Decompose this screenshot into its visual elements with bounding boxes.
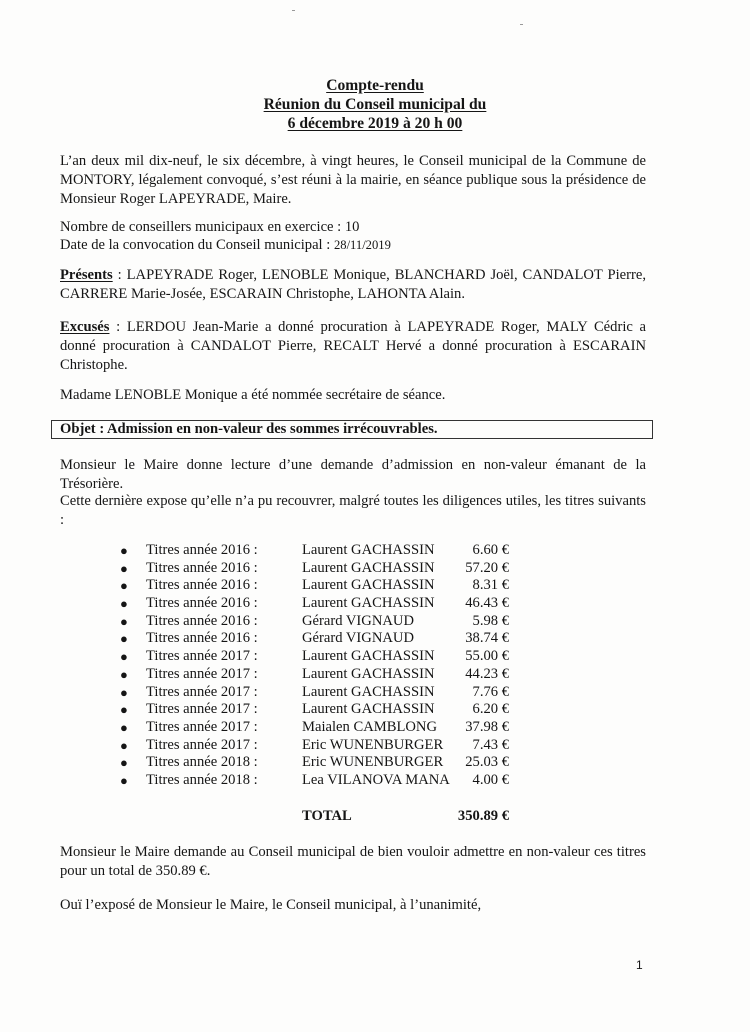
titre-amount: 8.31 € <box>472 577 509 594</box>
excuses-label: Excusés <box>60 319 110 335</box>
titre-amount: 6.20 € <box>472 701 509 718</box>
titre-name: Eric WUNENBURGER <box>302 736 444 753</box>
titre-amount: 46.43 € <box>465 595 509 612</box>
titre-amount: 6.60 € <box>472 542 509 558</box>
titre-name: Maialen CAMBLONG <box>302 718 437 735</box>
title-line-3: 6 décembre 2019 à 20 h 00 <box>287 115 463 132</box>
bullet-icon: ● <box>120 560 128 576</box>
convocation-label: Date de la convocation du Conseil municipal : <box>60 237 334 253</box>
bullet-icon: ● <box>120 755 128 771</box>
body-paragraph-3: Monsieur le Maire demande au Conseil municipal de bien vouloir admettre en non-valeur ces titres pour un total de 350.89 €. <box>60 844 646 879</box>
body-paragraph-4: Ouï l’exposé de Monsieur le Maire, le Conseil municipal, à l’unanimité, <box>60 897 482 913</box>
titre-label: Titres année 2016 : <box>146 577 258 594</box>
total-value: 350.89 € <box>457 808 509 824</box>
titre-name: Gérard VIGNAUD <box>302 630 414 647</box>
scan-speck <box>520 24 523 25</box>
bullet-icon: ● <box>120 631 128 647</box>
titre-label: Titres année 2018 : <box>146 771 258 788</box>
objet-box <box>51 420 653 439</box>
intro-paragraph: L’an deux mil dix-neuf, le six décembre, à vingt heures, le Conseil municipal de la Commune de MONTORY, légalement convoqué, s’est réuni à la mairie, en séance publique sous la présidence de Monsieur Roger LAPEYRADE, Maire. <box>60 153 646 207</box>
titre-label: Titres année 2017 : <box>146 683 258 700</box>
presents-text: : LAPEYRADE Roger, LENOBLE Monique, BLANCHARD Joël, CANDALOT Pierre, CARRERE Marie-Josée, ESCARAIN Christophe, LAHONTA Alain. <box>60 267 646 302</box>
secretaire-line: Madame LENOBLE Monique a été nommée secrétaire de séance. <box>60 387 446 403</box>
titre-amount: 37.98 € <box>465 718 509 735</box>
titre-label: Titres année 2016 : <box>146 559 258 576</box>
total-row <box>0 807 750 826</box>
presents-label: Présents <box>60 267 113 283</box>
presents-paragraph <box>60 266 646 304</box>
titre-amount: 7.76 € <box>472 683 509 700</box>
titre-amount: 38.74 € <box>465 630 509 647</box>
bullet-icon: ● <box>120 649 128 665</box>
scan-speck <box>292 10 295 11</box>
titre-label: Titres année 2016 : <box>146 542 258 558</box>
titre-name: Laurent GACHASSIN <box>302 559 435 576</box>
titre-amount: 5.98 € <box>472 612 509 629</box>
titre-amount: 44.23 € <box>465 665 509 682</box>
titre-amount: 57.20 € <box>465 559 509 576</box>
titre-label: Titres année 2016 : <box>146 595 258 612</box>
excuses-text: : LERDOU Jean-Marie a donné procuration à LAPEYRADE Roger, MALY Cédric a donné procuration à CANDALOT Pierre, RECALT Hervé a donné procuration à ESCARAIN Christophe. <box>60 319 646 373</box>
bullet-icon: ● <box>120 772 128 788</box>
convocation-date: 28/11/2019 <box>333 238 391 252</box>
titre-name: Laurent GACHASSIN <box>302 701 435 718</box>
titre-amount: 55.00 € <box>465 648 509 665</box>
bullet-icon: ● <box>120 666 128 682</box>
document-title <box>0 76 750 133</box>
objet-heading: Objet : Admission en non-valeur des sommes irrécouvrables. <box>60 421 438 437</box>
bullet-icon: ● <box>120 543 128 558</box>
titre-name: Laurent GACHASSIN <box>302 683 435 700</box>
titre-name: Laurent GACHASSIN <box>302 648 435 665</box>
bullet-icon: ● <box>120 737 128 753</box>
total-label: TOTAL <box>302 808 352 824</box>
titre-name: Laurent GACHASSIN <box>302 595 435 612</box>
bullet-icon: ● <box>120 684 128 700</box>
body-paragraph-1: Monsieur le Maire donne lecture d’une demande d’admission en non-valeur émanant de la Trésorière. <box>60 457 646 492</box>
titre-amount: 25.03 € <box>465 754 509 771</box>
conseillers-count: Nombre de conseillers municipaux en exercice : 10 <box>60 219 360 235</box>
bullet-icon: ● <box>120 578 128 594</box>
bullet-icon: ● <box>120 613 128 629</box>
body-paragraph-2: Cette dernière expose qu’elle n’a pu recouvrer, malgré toutes les diligences utiles, les titres suivants : <box>60 493 646 528</box>
titre-label: Titres année 2017 : <box>146 736 258 753</box>
page-number: 1 <box>636 958 643 972</box>
convocation-line <box>60 236 391 255</box>
bullet-icon: ● <box>120 596 128 612</box>
title-line-2: Réunion du Conseil municipal du <box>263 96 487 113</box>
titre-label: Titres année 2016 : <box>146 630 258 647</box>
titre-name: Gérard VIGNAUD <box>302 612 414 629</box>
bullet-icon: ● <box>120 719 128 735</box>
excuses-paragraph <box>60 318 646 375</box>
titre-amount: 7.43 € <box>472 736 509 753</box>
titre-label: Titres année 2017 : <box>146 665 258 682</box>
titre-name: Eric WUNENBURGER <box>302 754 444 771</box>
titre-label: Titres année 2016 : <box>146 612 258 629</box>
titre-name: Laurent GACHASSIN <box>302 577 435 594</box>
titre-label: Titres année 2018 : <box>146 754 258 771</box>
titre-amount: 4.00 € <box>472 771 509 788</box>
titre-name: Laurent GACHASSIN <box>302 665 435 682</box>
titre-label: Titres année 2017 : <box>146 648 258 665</box>
titre-label: Titres année 2017 : <box>146 701 258 718</box>
titre-name: Lea VILANOVA MANA <box>302 771 450 788</box>
title-line-1: Compte-rendu <box>326 77 424 94</box>
bullet-icon: ● <box>120 702 128 718</box>
titre-label: Titres année 2017 : <box>146 718 258 735</box>
titre-name: Laurent GACHASSIN <box>302 542 435 558</box>
